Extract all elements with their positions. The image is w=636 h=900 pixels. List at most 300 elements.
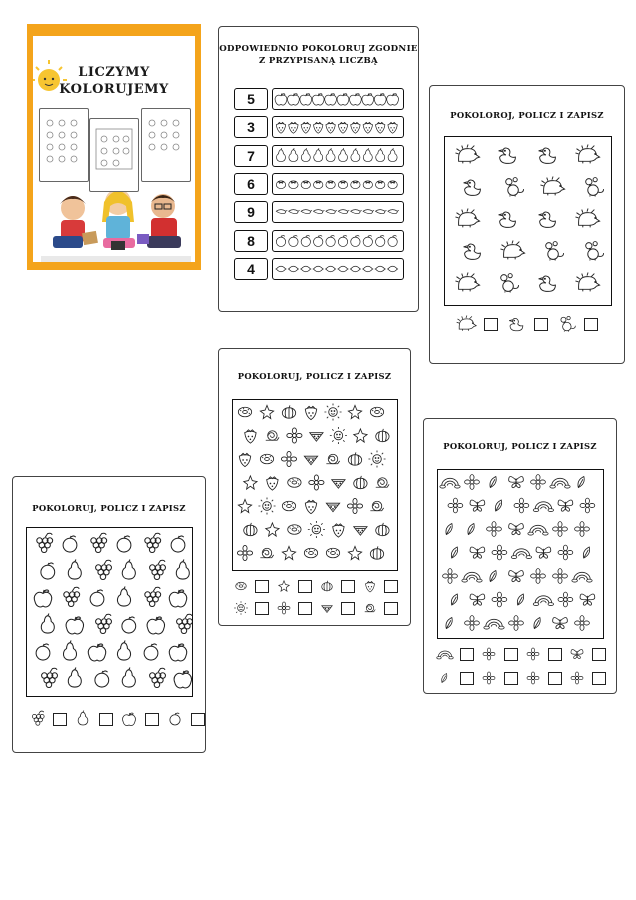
donut-icon	[282, 501, 295, 511]
watermelon-icon	[332, 480, 345, 489]
spring-frame	[437, 469, 604, 639]
answer-box[interactable]	[255, 580, 269, 593]
answer-icon	[434, 670, 456, 686]
snail-icon	[370, 501, 383, 511]
grapes-icon	[42, 668, 58, 687]
starfish-icon	[279, 581, 290, 592]
duck-icon	[464, 244, 481, 259]
answer-icon	[522, 646, 544, 662]
starfish-icon	[354, 429, 367, 442]
strawberry-icon	[363, 123, 372, 134]
number-box: 9	[234, 201, 268, 223]
orange-icon	[301, 235, 310, 246]
pear-icon	[117, 641, 130, 661]
duck-icon	[464, 180, 481, 195]
lemon-icon	[362, 266, 373, 271]
fruit-row-box	[272, 116, 404, 138]
flower-icon	[237, 545, 252, 560]
duck-icon	[539, 212, 556, 227]
flower-icon	[465, 616, 480, 631]
pear-icon	[63, 641, 76, 661]
apple-icon	[34, 590, 51, 607]
lemon-icon	[276, 266, 287, 271]
fruit-row-drawing	[273, 146, 403, 166]
answer-grid	[231, 578, 401, 622]
answer-cell	[566, 670, 606, 686]
answer-icon	[274, 578, 294, 594]
apple-icon	[147, 617, 164, 634]
pumpkin-icon	[244, 523, 257, 536]
fruit-row-box	[272, 145, 404, 167]
pear-icon	[388, 148, 397, 161]
pear-icon	[326, 148, 335, 161]
worksheet-title: POKOLORUJ, POLICZ I ZAPISZ	[443, 441, 597, 451]
flower-icon	[509, 616, 524, 631]
answer-box[interactable]	[592, 672, 606, 685]
answer-box[interactable]	[384, 580, 398, 593]
flower-icon	[575, 522, 590, 537]
butterfly-icon	[509, 570, 524, 581]
fruit-row-box	[272, 173, 404, 195]
chili-pepper-icon	[338, 210, 349, 214]
pear-icon	[289, 148, 298, 161]
starfish-icon	[244, 476, 257, 489]
lemon-icon	[375, 266, 386, 271]
hedgehog-icon	[575, 145, 599, 164]
answer-icon	[434, 646, 456, 662]
rainbow-icon	[484, 619, 504, 629]
answer-icon	[274, 600, 294, 616]
apple-icon	[350, 94, 362, 106]
flower-icon	[571, 672, 583, 684]
strawberry-icon	[289, 123, 298, 134]
grapes-icon	[145, 587, 161, 606]
apple-icon	[123, 713, 136, 726]
butterfly-icon	[580, 594, 595, 605]
strawberry-icon	[326, 123, 335, 134]
leaf-icon	[446, 617, 452, 628]
answer-row	[26, 710, 205, 728]
donut-icon	[238, 407, 251, 417]
pumpkin-icon	[322, 581, 333, 591]
tomato-icon	[351, 181, 360, 189]
sun-icon	[234, 601, 248, 615]
starfish-icon	[238, 499, 251, 512]
answer-box[interactable]	[191, 713, 205, 726]
leaf-icon	[495, 500, 501, 511]
grapes-icon	[96, 614, 112, 633]
watermelon-icon	[304, 456, 317, 465]
answer-icon	[566, 646, 588, 662]
summer-drawing	[233, 400, 397, 570]
butterfly-icon	[470, 547, 485, 558]
starfish-icon	[260, 405, 273, 418]
grapes-icon	[32, 711, 44, 725]
answer-box[interactable]	[255, 602, 269, 615]
apple-icon	[275, 94, 287, 106]
rainbow-icon	[440, 478, 460, 488]
answer-box[interactable]	[534, 318, 548, 331]
donut-icon	[370, 407, 383, 417]
fruit-row-drawing	[273, 174, 403, 194]
animals-drawing	[445, 137, 611, 305]
donut-icon	[288, 478, 301, 488]
starfish-icon	[348, 405, 361, 418]
hedgehog-icon	[455, 209, 479, 228]
grapes-icon	[96, 560, 112, 579]
leaf-icon	[490, 476, 496, 487]
strawberry-icon	[333, 524, 344, 537]
answer-icon	[26, 710, 48, 728]
apple-icon	[88, 644, 105, 661]
fruit-row-drawing	[273, 202, 403, 222]
answer-box[interactable]	[592, 648, 606, 661]
pear-icon	[314, 148, 323, 161]
answer-box[interactable]	[384, 602, 398, 615]
pumpkin-icon	[354, 476, 367, 489]
answer-icon	[317, 600, 337, 616]
lemon-icon	[350, 266, 361, 271]
answer-box[interactable]	[548, 648, 562, 661]
leaf-icon	[517, 594, 523, 605]
chili-pepper-icon	[314, 210, 325, 214]
mouse-icon	[586, 242, 604, 261]
rainbow-icon	[511, 549, 531, 559]
answer-cell	[360, 600, 398, 616]
answer-cell	[274, 600, 312, 616]
answer-icon	[554, 315, 578, 333]
answer-box[interactable]	[145, 713, 159, 726]
orange-icon	[170, 713, 180, 725]
flower-icon	[531, 569, 546, 584]
strawberry-icon	[366, 582, 375, 593]
flower-icon	[287, 428, 302, 443]
flower-icon	[492, 592, 507, 607]
hedgehog-icon	[457, 316, 477, 331]
answer-grid	[434, 646, 612, 690]
pear-icon	[176, 560, 189, 580]
answer-cell	[434, 670, 474, 686]
worksheet-title: POKOLOROJ, POLICZ I ZAPISZ	[450, 110, 604, 120]
duck-icon	[509, 318, 523, 330]
cover-title-line2: KOLORUJEMY	[59, 82, 169, 97]
pear-icon	[68, 668, 81, 688]
orange-icon	[289, 235, 298, 246]
pumpkin-icon	[376, 523, 389, 536]
flower-icon	[514, 498, 529, 513]
mouse-icon	[506, 178, 524, 197]
answer-icon	[72, 710, 94, 728]
fruit-row-drawing	[273, 231, 403, 251]
answer-box[interactable]	[341, 602, 355, 615]
hedgehog-icon	[575, 273, 599, 292]
butterfly-icon	[571, 650, 583, 659]
answer-box[interactable]	[99, 713, 113, 726]
answer-box[interactable]	[504, 672, 518, 685]
tomato-icon	[338, 181, 347, 189]
cover-title-line1: LICZYMY	[78, 65, 150, 80]
answer-row	[454, 315, 598, 333]
apple-icon	[300, 94, 312, 106]
flower-icon	[558, 545, 573, 560]
answer-icon	[317, 578, 337, 594]
worksheet-spring	[423, 418, 617, 694]
leaf-icon	[446, 523, 452, 534]
grapes-icon	[145, 533, 161, 552]
rainbow-icon	[533, 596, 553, 606]
apple-icon	[312, 94, 324, 106]
leaf-icon	[578, 476, 584, 487]
orange-icon	[351, 235, 360, 246]
answer-box[interactable]	[298, 602, 312, 615]
thumb-doodles	[40, 109, 88, 181]
leaf-icon	[583, 547, 589, 558]
hedgehog-icon	[575, 209, 599, 228]
worksheet-fruits	[12, 476, 206, 753]
leaf-icon	[451, 547, 457, 558]
tomato-icon	[376, 181, 385, 189]
pear-icon	[68, 560, 81, 580]
lemon-icon	[313, 266, 324, 271]
grapes-icon	[64, 587, 80, 606]
chili-pepper-icon	[351, 210, 362, 214]
chili-pepper-icon	[376, 210, 387, 214]
chili-pepper-icon	[363, 210, 374, 214]
sun-icon	[308, 521, 325, 538]
orange-icon	[276, 235, 285, 246]
pumpkin-icon	[370, 546, 383, 559]
apple-icon	[169, 644, 186, 661]
orange-icon	[363, 235, 372, 246]
orange-icon	[41, 563, 55, 579]
snail-icon	[326, 454, 339, 464]
strawberry-icon	[239, 453, 250, 466]
apple-icon	[387, 94, 399, 106]
summer-frame	[232, 399, 398, 571]
tomato-icon	[289, 181, 298, 189]
flower-icon	[580, 498, 595, 513]
worksheet-summer	[218, 348, 411, 626]
donut-icon	[326, 548, 339, 558]
pear-icon	[122, 560, 135, 580]
sun-icon	[368, 450, 385, 467]
answer-cell	[360, 578, 398, 594]
answer-box[interactable]	[460, 648, 474, 661]
answer-icon	[522, 670, 544, 686]
answer-box[interactable]	[53, 713, 67, 726]
orange-icon	[338, 235, 347, 246]
flower-icon	[483, 672, 495, 684]
butterfly-icon	[536, 547, 551, 558]
duck-icon	[539, 148, 556, 163]
strawberry-icon	[276, 123, 285, 134]
worksheet-title-line1: ODPOWIEDNIO POKOLORUJ ZGODNIE	[219, 44, 418, 54]
fruit-row-drawing	[273, 259, 403, 279]
cover-thumb-middle	[89, 118, 139, 192]
answer-cell	[522, 646, 562, 662]
answer-cell	[478, 646, 518, 662]
apple-icon	[288, 94, 300, 106]
strawberry-icon	[245, 430, 256, 443]
number-box: 7	[234, 145, 268, 167]
pear-icon	[339, 148, 348, 161]
flower-icon	[278, 602, 290, 614]
grapes-icon	[177, 614, 192, 633]
duck-icon	[499, 212, 516, 227]
apple-icon	[174, 671, 191, 688]
fruits-frame	[26, 527, 193, 697]
tomato-icon	[276, 181, 285, 189]
butterfly-icon	[553, 617, 568, 628]
duck-icon	[499, 148, 516, 163]
leaf-icon	[442, 674, 447, 683]
answer-icon	[478, 646, 500, 662]
flower-icon	[527, 672, 539, 684]
pear-icon	[41, 614, 54, 634]
orange-icon	[144, 644, 158, 660]
lemon-icon	[387, 266, 398, 271]
pear-icon	[351, 148, 360, 161]
pumpkin-icon	[376, 429, 389, 442]
answer-box[interactable]	[298, 580, 312, 593]
answer-box[interactable]	[484, 318, 498, 331]
orange-icon	[63, 536, 77, 552]
flower-icon	[465, 475, 480, 490]
butterfly-icon	[509, 476, 524, 487]
leaf-icon	[490, 570, 496, 581]
snail-icon	[266, 431, 279, 441]
orange-icon	[326, 235, 335, 246]
chili-pepper-icon	[388, 210, 399, 214]
worksheet-title-line2: Z PRZYPISANĄ LICZBĄ	[259, 56, 378, 66]
sun-icon	[258, 497, 275, 514]
animals-frame	[444, 136, 612, 306]
sun-icon	[330, 427, 347, 444]
answer-icon	[118, 710, 140, 728]
strawberry-icon	[305, 406, 316, 419]
lemon-icon	[300, 266, 311, 271]
hedgehog-icon	[500, 241, 524, 260]
grapes-icon	[150, 668, 166, 687]
number-box: 3	[234, 116, 268, 138]
watermelon-icon	[322, 606, 333, 613]
strawberry-icon	[314, 123, 323, 134]
answer-cell	[478, 670, 518, 686]
thumb-doodles	[90, 119, 138, 191]
answer-icon	[164, 710, 186, 728]
tomato-icon	[301, 181, 310, 189]
butterfly-icon	[470, 500, 485, 511]
leaf-icon	[534, 617, 540, 628]
fruit-row-box	[272, 88, 404, 110]
answer-box[interactable]	[460, 672, 474, 685]
pear-icon	[301, 148, 310, 161]
apple-icon	[169, 590, 186, 607]
apple-icon	[337, 94, 349, 106]
sun-icon	[324, 403, 341, 420]
orange-icon	[117, 536, 131, 552]
flower-icon	[487, 522, 502, 537]
flower-icon	[309, 475, 324, 490]
answer-box[interactable]	[584, 318, 598, 331]
number-box: 5	[234, 88, 268, 110]
pear-icon	[277, 148, 286, 161]
strawberry-icon	[388, 123, 397, 134]
watermelon-icon	[326, 503, 339, 512]
pumpkin-icon	[348, 452, 361, 465]
kids-illustration	[41, 189, 191, 262]
answer-icon	[504, 315, 528, 333]
orange-icon	[388, 235, 397, 246]
tomato-icon	[363, 181, 372, 189]
strawberry-icon	[376, 123, 385, 134]
mouse-icon	[586, 178, 604, 197]
donut-icon	[304, 548, 317, 558]
cover-page	[27, 24, 201, 270]
rainbow-icon	[550, 478, 570, 488]
flower-icon	[553, 569, 568, 584]
chili-pepper-icon	[289, 210, 300, 214]
watermelon-icon	[310, 433, 323, 442]
snail-icon	[260, 548, 273, 558]
starfish-icon	[348, 546, 361, 559]
answer-box[interactable]	[548, 672, 562, 685]
butterfly-icon	[470, 594, 485, 605]
fruits-drawing	[27, 528, 192, 696]
flower-icon	[281, 451, 296, 466]
mouse-icon	[561, 316, 575, 331]
tomato-icon	[314, 181, 323, 189]
pumpkin-icon	[282, 405, 295, 418]
orange-icon	[376, 235, 385, 246]
flower-icon	[483, 648, 495, 660]
chili-pepper-icon	[276, 210, 287, 214]
grapes-icon	[150, 560, 166, 579]
answer-box[interactable]	[504, 648, 518, 661]
answer-cell	[231, 600, 269, 616]
number-box: 4	[234, 258, 268, 280]
strawberry-icon	[338, 123, 347, 134]
leaf-icon	[451, 594, 457, 605]
pear-icon	[363, 148, 372, 161]
fruit-row-drawing	[273, 89, 403, 109]
answer-cell	[434, 646, 474, 662]
answer-icon	[566, 670, 588, 686]
grapes-icon	[37, 533, 53, 552]
orange-icon	[95, 671, 109, 687]
starfish-icon	[282, 546, 295, 559]
orange-icon	[90, 590, 104, 606]
spring-drawing	[438, 470, 603, 638]
flower-icon	[558, 592, 573, 607]
tomato-icon	[326, 181, 335, 189]
donut-icon	[288, 525, 301, 535]
rainbow-icon	[572, 572, 592, 582]
strawberry-icon	[267, 477, 278, 490]
hedgehog-icon	[455, 145, 479, 164]
apple-icon	[66, 617, 83, 634]
rainbow-icon	[437, 651, 454, 659]
flower-icon	[492, 545, 507, 560]
watermelon-icon	[354, 527, 367, 536]
starfish-icon	[266, 523, 279, 536]
answer-box[interactable]	[341, 580, 355, 593]
answer-icon	[231, 600, 251, 616]
lemon-icon	[325, 266, 336, 271]
tomato-icon	[388, 181, 397, 189]
orange-icon	[36, 644, 50, 660]
cover-title	[33, 64, 195, 98]
